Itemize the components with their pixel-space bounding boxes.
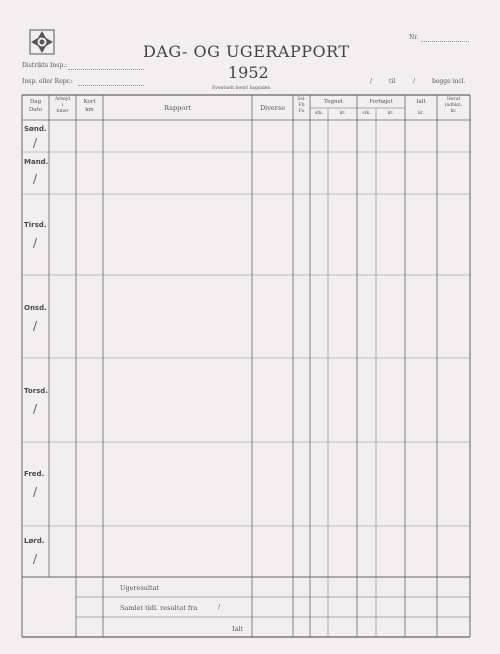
day-slash-mand: / [33,172,38,186]
nr-label: Nr. [409,34,419,41]
col-fb: Fb [298,103,305,108]
col-tegnet: Tegnet [323,99,344,105]
col-dag: Dag [29,99,42,105]
til-label: til [389,78,396,85]
day-slash-torsd: / [33,402,38,416]
day-label-lord: Lørd. [24,537,45,545]
nr-line [421,41,469,42]
col-forhojet-kr: kr. [387,111,394,116]
col-heraf: Heraf [446,97,461,102]
day-slash-sond: / [33,136,38,150]
ugeresultat-label: Ugeresultat [120,584,160,592]
col-km: km [85,107,94,113]
day-label-mand: Mand. [24,158,49,166]
date-slash-1: / [370,78,373,85]
district-line [68,69,144,70]
day-label-fred: Fred. [24,470,45,478]
date-slash-2: / [413,78,416,85]
ialt-footer-label: Ialt [232,625,244,633]
col-ialt: Ialt [416,99,426,105]
samlet-label: Samlet tidl. resultat fra [120,604,198,612]
maltese-cross-logo-icon [27,27,57,57]
inspector-line [78,85,144,86]
col-sel: Sel- [297,97,306,102]
inspector-label: Insp. eller Repr.: [22,78,73,85]
form-title: DAG- OG UGERAPPORT [143,42,350,61]
col-fo: Fo [298,109,305,114]
back-note: Eventuelt benyt bagsiden [212,86,271,91]
col-tegnet-stk: stk. [314,111,324,116]
col-forhojet: Forhøjet [369,99,393,105]
col-indbkn: indbkn. [444,103,463,108]
col-rapport: Rapport [164,104,191,112]
col-i: i [61,103,64,108]
begge-label: begge incl. [432,78,466,85]
day-slash-onsd: / [33,319,38,333]
col-arbejd: Arbejd [54,97,71,102]
day-slash-lord: / [33,552,38,566]
col-kort: Kort [83,99,96,105]
day-label-tirsd: Tirsd. [24,221,47,229]
col-forhojet-stk: stk. [362,111,371,116]
day-slash-fred: / [33,485,38,499]
col-diverse: Diverse [259,104,286,112]
col-tegnet-kr: kr. [339,111,346,116]
col-dato: Dato [28,107,43,113]
samlet-slash: / [218,603,221,611]
day-slash-tirsd: / [33,236,38,250]
day-label-torsd: Torsd. [24,387,48,395]
form-year: 1952 [228,63,269,82]
col-timer: timer [56,109,69,114]
col-heraf-kr: kr. [450,109,457,114]
day-label-onsd: Onsd. [24,304,47,312]
district-label: Distrikts Insp.: [22,62,68,69]
col-ialt-kr: kr. [418,111,424,116]
day-label-sond: Sønd. [24,125,47,133]
